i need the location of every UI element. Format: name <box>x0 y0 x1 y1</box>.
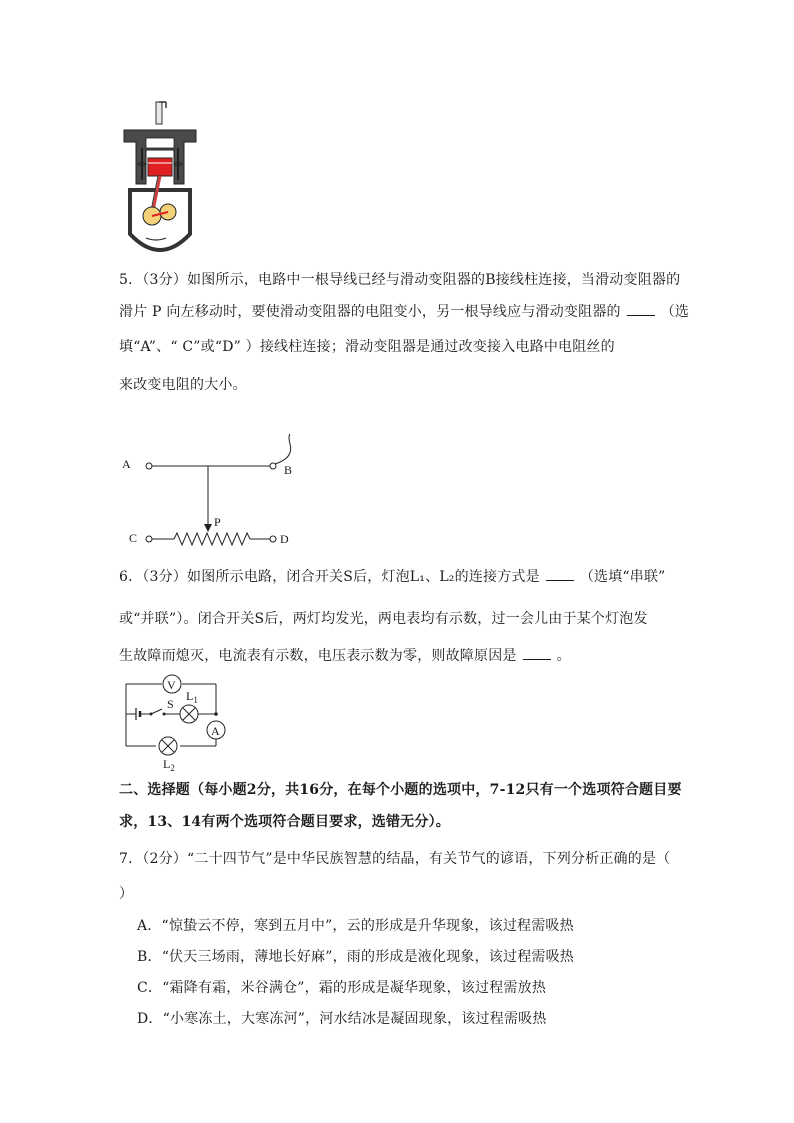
connected-wire <box>275 434 291 464</box>
q5-line-4: 来改变电阻的大小。 <box>119 377 247 393</box>
q7-line-1: 7．（2分）“二十四节气”是中华民族智慧的结晶，有关节气的谚语，下列分析正确的是（ <box>119 851 671 867</box>
q6-line-3-text: 生故障而熄灭，电流表有示数，电压表示数为零，则故障原因是 <box>119 648 517 664</box>
terminal-label-a: A <box>122 457 131 471</box>
q5-answer-blank[interactable] <box>627 303 655 316</box>
q7-line-2: ） <box>119 886 134 902</box>
q6-line-1 <box>119 566 666 586</box>
voltmeter-label: V <box>167 678 176 692</box>
terminal-label-b: B <box>284 463 293 477</box>
q6-line-3-tail: 。 <box>556 648 571 664</box>
q6-line-2: 或“并联”）。闭合开关S后，两灯均发光，两电表均有示数，过一会儿由于某个灯泡发 <box>119 611 648 627</box>
terminal-label-c: C <box>129 531 138 545</box>
terminal-label-d: D <box>280 532 289 546</box>
q5-line-3: 填“A”、“ C”或“D” ）接线柱连接；滑动变阻器是通过改变接入电路中电阻丝的 <box>119 339 615 355</box>
lamp-l1-label: $L_1$ <box>186 689 198 705</box>
q7-option-b[interactable]: B．“伏天三场雨，薄地长好麻”，雨的形成是液化现象，该过程需吸热 <box>137 949 575 965</box>
q6-line-1-text: 6．（3分）如图所示电路，闭合开关S后，灯泡L₁、L₂的连接方式是 <box>119 569 540 585</box>
q6-line-3 <box>119 645 571 665</box>
slider-label-p: P <box>214 515 221 529</box>
q6-line-1-tail: （选填“串联” <box>579 569 666 585</box>
q7-option-a[interactable]: A．“惊蛰云不停，寒到五月中”，云的形成是升华现象，该过程需吸热 <box>137 918 574 934</box>
q6-answer-blank-2[interactable] <box>523 647 551 660</box>
terminal-c <box>146 536 152 542</box>
resistance-wire <box>174 533 250 545</box>
q5-line-2-tail: （选 <box>660 304 690 320</box>
section-2-line-2: 求，13、14有两个选项符合题目要求，选错无分）。 <box>119 814 450 830</box>
switch-s <box>151 709 162 714</box>
terminal-a <box>146 463 152 469</box>
q7-option-c[interactable]: C．“霜降有霜，米谷满仓”，霜的形成是凝华现象，该过程需放热 <box>137 980 547 996</box>
q7-option-d[interactable]: D．“小寒冻土，大寒冻河”，河水结冰是凝固现象，该过程需吸热 <box>137 1011 547 1027</box>
q5-line-2 <box>119 301 689 321</box>
switch-label: S <box>167 697 174 711</box>
circuit-diagram <box>122 672 234 772</box>
ammeter-label: A <box>211 724 220 738</box>
terminal-d <box>270 536 276 542</box>
q5-line-2-text: 滑片 P 向左移动时，要使滑动变阻器的电阻变小，另一根导线应与滑动变阻器的 <box>119 304 621 320</box>
q5-line-1: 5．（3分）如图所示，电路中一根导线已经与滑动变阻器的B接线柱连接，当滑动变阻器的 <box>119 272 681 288</box>
q6-answer-blank-1[interactable] <box>546 568 574 581</box>
rheostat-diagram <box>118 430 308 550</box>
lamp-l2-label: $L_2$ <box>163 757 175 773</box>
section-2-line-1: 二、选择题（每小题2分，共16分，在每个小题的选项中，7-12只有一个选项符合题目要 <box>119 782 682 798</box>
engine-diagram <box>118 98 202 256</box>
